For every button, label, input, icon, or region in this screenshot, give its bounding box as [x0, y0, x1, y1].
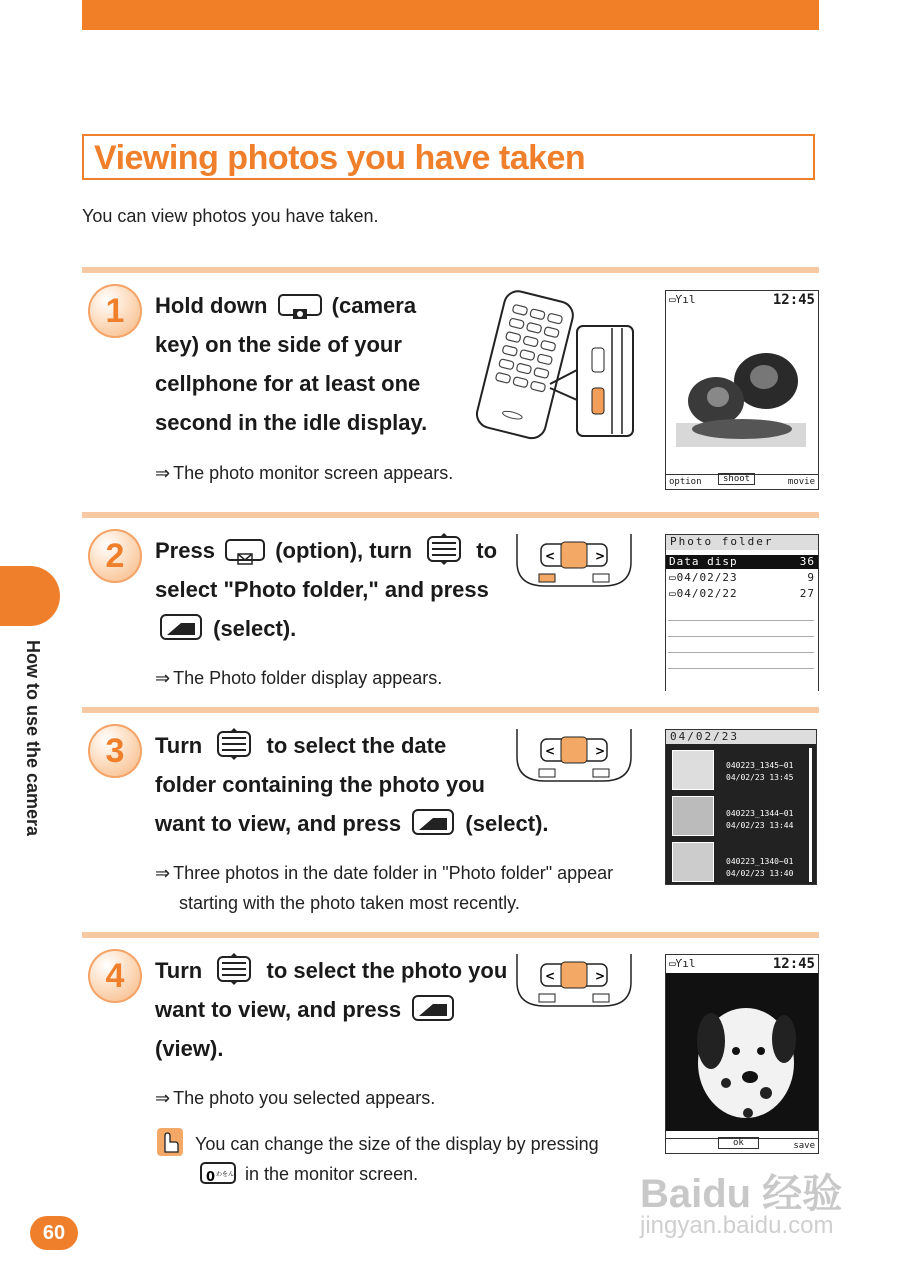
- photo-folder-screen: Photo folder Data disp 36 ▭04/02/23 9 ▭04/02/22 27: [665, 534, 819, 691]
- soft-key-bar: ok save: [666, 1138, 818, 1153]
- step-result: ⇒ The photo you selected appears.: [155, 1088, 436, 1109]
- photo-thumbnail[interactable]: [672, 842, 714, 882]
- note-text-continued: 0 わをん in the monitor screen.: [196, 1159, 418, 1189]
- step-number: 4: [88, 949, 142, 1003]
- keypad-diagram: [515, 954, 633, 1010]
- result-arrow-icon: ⇒: [155, 1088, 171, 1109]
- watermark-logo: Baidu 经验: [640, 1172, 843, 1216]
- note-text: You can change the size of the display by pressing: [195, 1134, 599, 1154]
- svg-text:<: <: [545, 744, 556, 758]
- select-key-icon: [411, 806, 455, 838]
- svg-text:0: 0: [206, 1170, 216, 1186]
- step-result-continued: starting with the photo taken most recently.: [179, 893, 520, 913]
- keypad-diagram: [515, 534, 633, 590]
- photo-thumbnail[interactable]: [672, 796, 714, 836]
- side-tab: [0, 566, 60, 626]
- step-result: ⇒ Three photos in the date folder in "Photo folder" appear: [155, 863, 614, 884]
- intro-text: You can view photos you have taken.: [82, 206, 379, 226]
- step-divider: [82, 932, 819, 938]
- folder-row[interactable]: ▭04/02/22 27: [669, 587, 815, 600]
- svg-text:>: >: [595, 549, 606, 563]
- step-divider: [82, 512, 819, 518]
- step-instruction: Press (option), turn to select "Photo folder," and press (select).: [155, 531, 497, 648]
- zero-key-icon: [200, 1162, 236, 1184]
- watermark-url: jingyan.baidu.com: [640, 1212, 834, 1239]
- step-divider: [82, 267, 819, 273]
- step-result: ⇒ The Photo folder display appears.: [155, 668, 443, 689]
- signal-icon: ▭Ƴıl: [669, 293, 696, 306]
- step-number: 2: [88, 529, 142, 583]
- photo-thumbnail[interactable]: [672, 750, 714, 790]
- step-instruction: Hold down (camera key) on the side of your cellphone for at least one second in the idle display.: [155, 293, 428, 435]
- puppies-photo: [666, 331, 818, 471]
- step-instruction: Turn to select the photo you want to view, and press (view).: [155, 951, 507, 1068]
- camera-key-icon: [278, 294, 322, 316]
- date-folder-screen: 04/02/23 040223_1345~01 04/02/23 13:45 040223_1344~01 04/02/23 13:44 040223_1340~01 04/02/23 13:40: [665, 729, 817, 885]
- folder-row[interactable]: ▭04/02/23 9: [669, 571, 815, 584]
- step-result: ⇒ The photo monitor screen appears.: [155, 463, 454, 484]
- side-tab-label: How to use the camera: [23, 640, 43, 837]
- folder-row-selected[interactable]: Data disp 36: [666, 555, 818, 569]
- svg-text:<: <: [545, 549, 556, 563]
- dalmatian-photo: [666, 973, 818, 1131]
- soft-key-bar: option shoot movie: [666, 474, 818, 489]
- clock: 12:45: [772, 956, 815, 972]
- hand-pointer-icon: [157, 1128, 183, 1156]
- step-number: 3: [88, 724, 142, 778]
- svg-text:<: <: [545, 969, 556, 983]
- page-title: Viewing photos you have taken: [94, 139, 586, 177]
- phone-illustration: [462, 288, 637, 440]
- step-divider: [82, 707, 819, 713]
- signal-icon: ▭Ƴıl: [669, 957, 696, 970]
- svg-text:>: >: [595, 969, 606, 983]
- jog-dial-icon: [422, 533, 466, 565]
- photo-view-screen: [665, 954, 819, 1154]
- top-color-band: [82, 0, 819, 30]
- select-key-icon: [159, 611, 203, 643]
- photo-monitor-screen: [665, 290, 819, 490]
- page-number: 60: [30, 1216, 78, 1250]
- result-arrow-icon: ⇒: [155, 463, 171, 484]
- result-arrow-icon: ⇒: [155, 668, 171, 689]
- clock: 12:45: [772, 292, 815, 308]
- result-arrow-icon: ⇒: [155, 863, 171, 884]
- jog-dial-icon: [212, 728, 256, 760]
- svg-text:わをん: わをん: [216, 1171, 234, 1179]
- step-instruction: Turn to select the date folder containing the photo you want to view, and press (select).: [155, 726, 549, 843]
- scrollbar[interactable]: [809, 748, 812, 882]
- jog-dial-icon: [212, 953, 256, 985]
- keypad-diagram: [515, 729, 633, 785]
- mail-key-icon: [225, 539, 265, 561]
- step-number: 1: [88, 284, 142, 338]
- select-key-icon: [411, 992, 455, 1024]
- svg-text:>: >: [595, 744, 606, 758]
